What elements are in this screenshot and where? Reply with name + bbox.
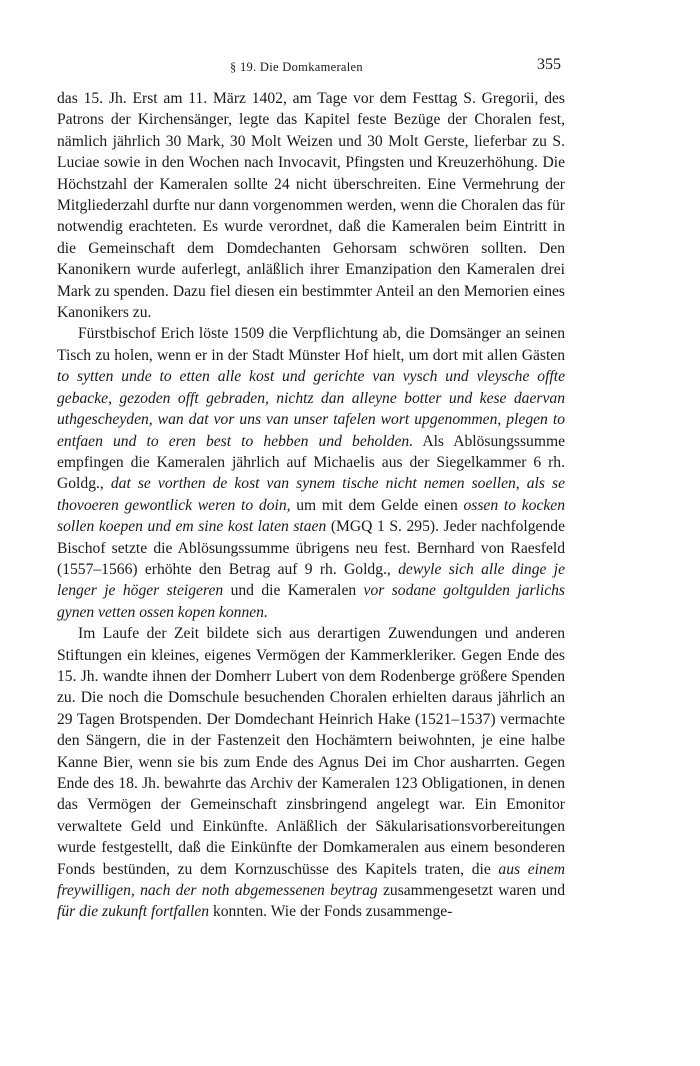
text-run: zusammengesetzt waren und	[377, 882, 565, 900]
text-run: Fürstbischof Erich löste 1509 die Verpflichtung ab, die Domsänger an seinen Tisch zu holen, wenn er in der Stadt Münster Hof hielt, um dort mit allen Gästen	[57, 325, 565, 364]
quote-run: vor sodane goltgulden jarlichs gynen vetten ossen kopen konnen.	[57, 582, 565, 621]
text-run: das 15. Jh. Erst am 11. März 1402, am Tage vor dem Festtag S. Gregorii, des Patrons der Kirchensänger, legte das Kapitel feste Bezüge der Choralen fest, nämlich jährlich 30 Mark, 30 Molt Weizen und 30 Molt Gerste, lieferbar zu S. Luciae sowie in den Wochen nach Invocavit, Pfingsten und Kreuzerhöhung. Die Höchstzahl der Kameralen sollte 24 nicht überschreiten. Eine Vermehrung der Mitgliederzahl durfte nur dann vorgenommen werden, wenn die Choralen das für notwendig erachteten. Es wurde verordnet, daß die Kameralen beim Eintritt in die Gemeinschaft dem Domdechanten Gehorsam schwören sollten. Den Kanonikern wurde auferlegt, anläßlich ihrer Emanzipation den Kameralen drei Mark zu spenden. Dazu fiel diesen ein bestimmter Anteil an den Memorien eines Kanonikers zu.	[57, 90, 565, 322]
text-run: konnten. Wie der Fonds zusammenge-	[209, 903, 453, 921]
quote-run: für die zukunft fortfallen	[57, 903, 210, 921]
paragraph-3	[57, 623, 565, 923]
quote-run: ossen to kocken sollen koepen und em sine kost laten staen	[57, 496, 566, 536]
quote-run: aus einem freywilligen, nach der noth abgemessenen beytrag	[57, 860, 565, 900]
quote-run: dewyle sich alle dinge je lenger je höger steigeren	[57, 560, 565, 600]
text-run: Im Laufe der Zeit bildete sich aus derartigen Zuwendungen und anderen Stiftungen ein kleines, eigenes Vermögen der Kammerkleriker. Gegen Ende des 15. Jh. wandte ihnen der Domherr Lubert von dem Rodenberge größere Spenden zu. Die noch die Domschule besuchenden Choralen erhielten daraus jährlich an 29 Tagen Brotspenden. Der Domdechant Heinrich Hake (1521–1537) vermachte den Sängern, die in der Fastenzeit den Hochämtern beiwohnten, je eine halbe Kanne Bier, wenn sie bis zum Ende des Agnus Dei im Chor ausharrten. Gegen Ende des 18. Jh. bewahrte das Archiv der Kameralen 123 Obligationen, in denen das Vermögen der Gemeinschaft zinsbringend angelegt war. Ein Emonitor verwaltete Geld und Einkünfte. Anläßlich der Säkularisationsvorbereitungen wurde festgestellt, daß die Einkünfte der Domkameralen aus einem besonderen Fonds bestünden, zu dem Kornzuschüsse des Kapitels traten, die	[57, 625, 565, 878]
text-run: und die Kameralen	[223, 582, 364, 600]
paragraph-1	[57, 88, 565, 323]
text-run: (MGQ 1 S. 295). Jeder nachfolgende Bischof setzte die Ablösungssumme übrigens neu fest. Bernhard von Raesfeld (1557–1566) erhöhte den Betrag auf 9 rh. Goldg.,	[57, 518, 565, 578]
page-number: 355	[537, 56, 561, 73]
quote-run: dat se vorthen de kost van synem tische nicht nemen soellen, als se thovoeren gewontlick weren to doin,	[57, 475, 565, 514]
running-head: § 19. Die Domkameralen	[230, 60, 363, 74]
quote-run: to sytten unde to etten alle kost und gerichte van vysch und vleysche offte gebacke, gezoden offt gebraden, nichtz dan alleyne botter und kese daervan uthgescheyden, wan dat vor uns van unser tafelen wort upgenommen, plegen to entfaen und to eren best to hebben und beholden.	[57, 368, 565, 450]
text-run: Als Ablösungssumme empfingen die Kameralen jährlich auf Michaelis aus der Siegelkammer 6 rh. Goldg.,	[57, 432, 565, 493]
paragraph-2	[57, 323, 565, 623]
text-run: um mit dem Gelde einen	[290, 496, 464, 514]
body-text	[57, 88, 565, 923]
